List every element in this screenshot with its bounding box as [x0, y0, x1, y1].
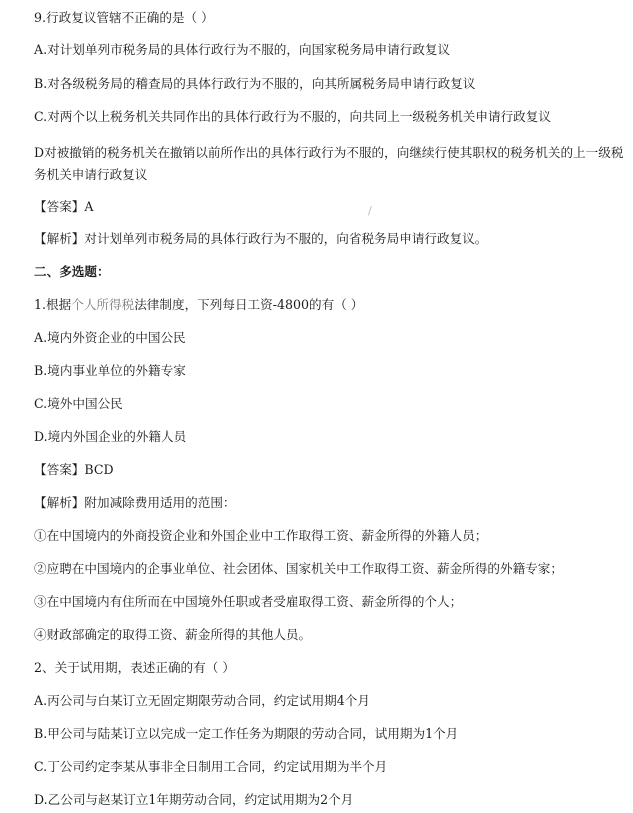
section-heading: 二、多选题：: [34, 264, 110, 279]
m1-item-1: ①在中国境内的外商投资企业和外国企业中工作取得工资、薪金所得的外籍人员；: [34, 528, 488, 543]
q9-answer: 【答案】A: [34, 199, 94, 214]
m2-option-a: A.丙公司与白某订立无固定期限劳动合同，约定试用期4个月: [34, 693, 370, 708]
m1-item-3: ③在中国境内有住所而在中国境外任职或者受雇取得工资、薪金所得的个人；: [34, 594, 463, 609]
m1-item-4: ④财政部确定的取得工资、薪金所得的其他人员。: [34, 627, 312, 642]
m1-analysis: 【解析】附加减除费用适用的范围：: [34, 495, 236, 510]
m1-option-b: B.境内事业单位的外籍专家: [34, 363, 186, 378]
stray-mark: /: [368, 204, 372, 217]
q9-option-c: C.对两个以上税务机关共同作出的具体行政行为不服的，向共同上一级税务机关申请行政复议: [34, 109, 551, 124]
q9-option-d: D对被撤销的税务机关在撤销以前所作出的具体行政行为不服的，向继续行使其职权的税务机关的上一级税务机关申请行政复议: [34, 145, 624, 182]
m1-answer: 【答案】BCD: [34, 462, 114, 477]
m2-option-b: B.甲公司与陆某订立以完成一定工作任务为期限的劳动合同，试用期为1个月: [34, 726, 459, 741]
m1-stem-post: 法律制度，下列每日工资-4800的有（ ）: [134, 297, 364, 312]
q9-analysis: 【解析】对计划单列市税务局的具体行政行为不服的，向省税务局申请行政复议。: [34, 231, 488, 246]
m1-option-c: C.境外中国公民: [34, 396, 123, 411]
q9-option-a: A.对计划单列市税务局的具体行政行为不服的，向国家税务局申请行政复议: [34, 42, 451, 57]
m1-option-d: D.境内外国企业的外籍人员: [34, 429, 187, 444]
q9-option-b: B.对各级税务局的稽查局的具体行政行为不服的，向其所属税务局申请行政复议: [34, 76, 476, 91]
m1-option-a: A.境内外资企业的中国公民: [34, 330, 186, 345]
m1-stem-link[interactable]: 个人所得税: [71, 297, 135, 312]
m2-stem: 2、关于试用期，表述正确的有（ ）: [34, 660, 235, 675]
m2-option-d: D.乙公司与赵某订立1年期劳动合同，约定试用期为2个月: [34, 792, 354, 807]
m1-item-2: ②应聘在中国境内的企事业单位、社会团体、国家机关中工作取得工资、薪金所得的外籍专家；: [34, 561, 563, 576]
m1-stem: [34, 297, 627, 313]
m2-option-c: C.丁公司约定李某从事非全日制用工合同，约定试用期为半个月: [34, 759, 388, 774]
m1-stem-pre: 1.根据: [34, 297, 72, 312]
q9-stem: 9.行政复议管辖不正确的是（ ）: [34, 10, 214, 25]
